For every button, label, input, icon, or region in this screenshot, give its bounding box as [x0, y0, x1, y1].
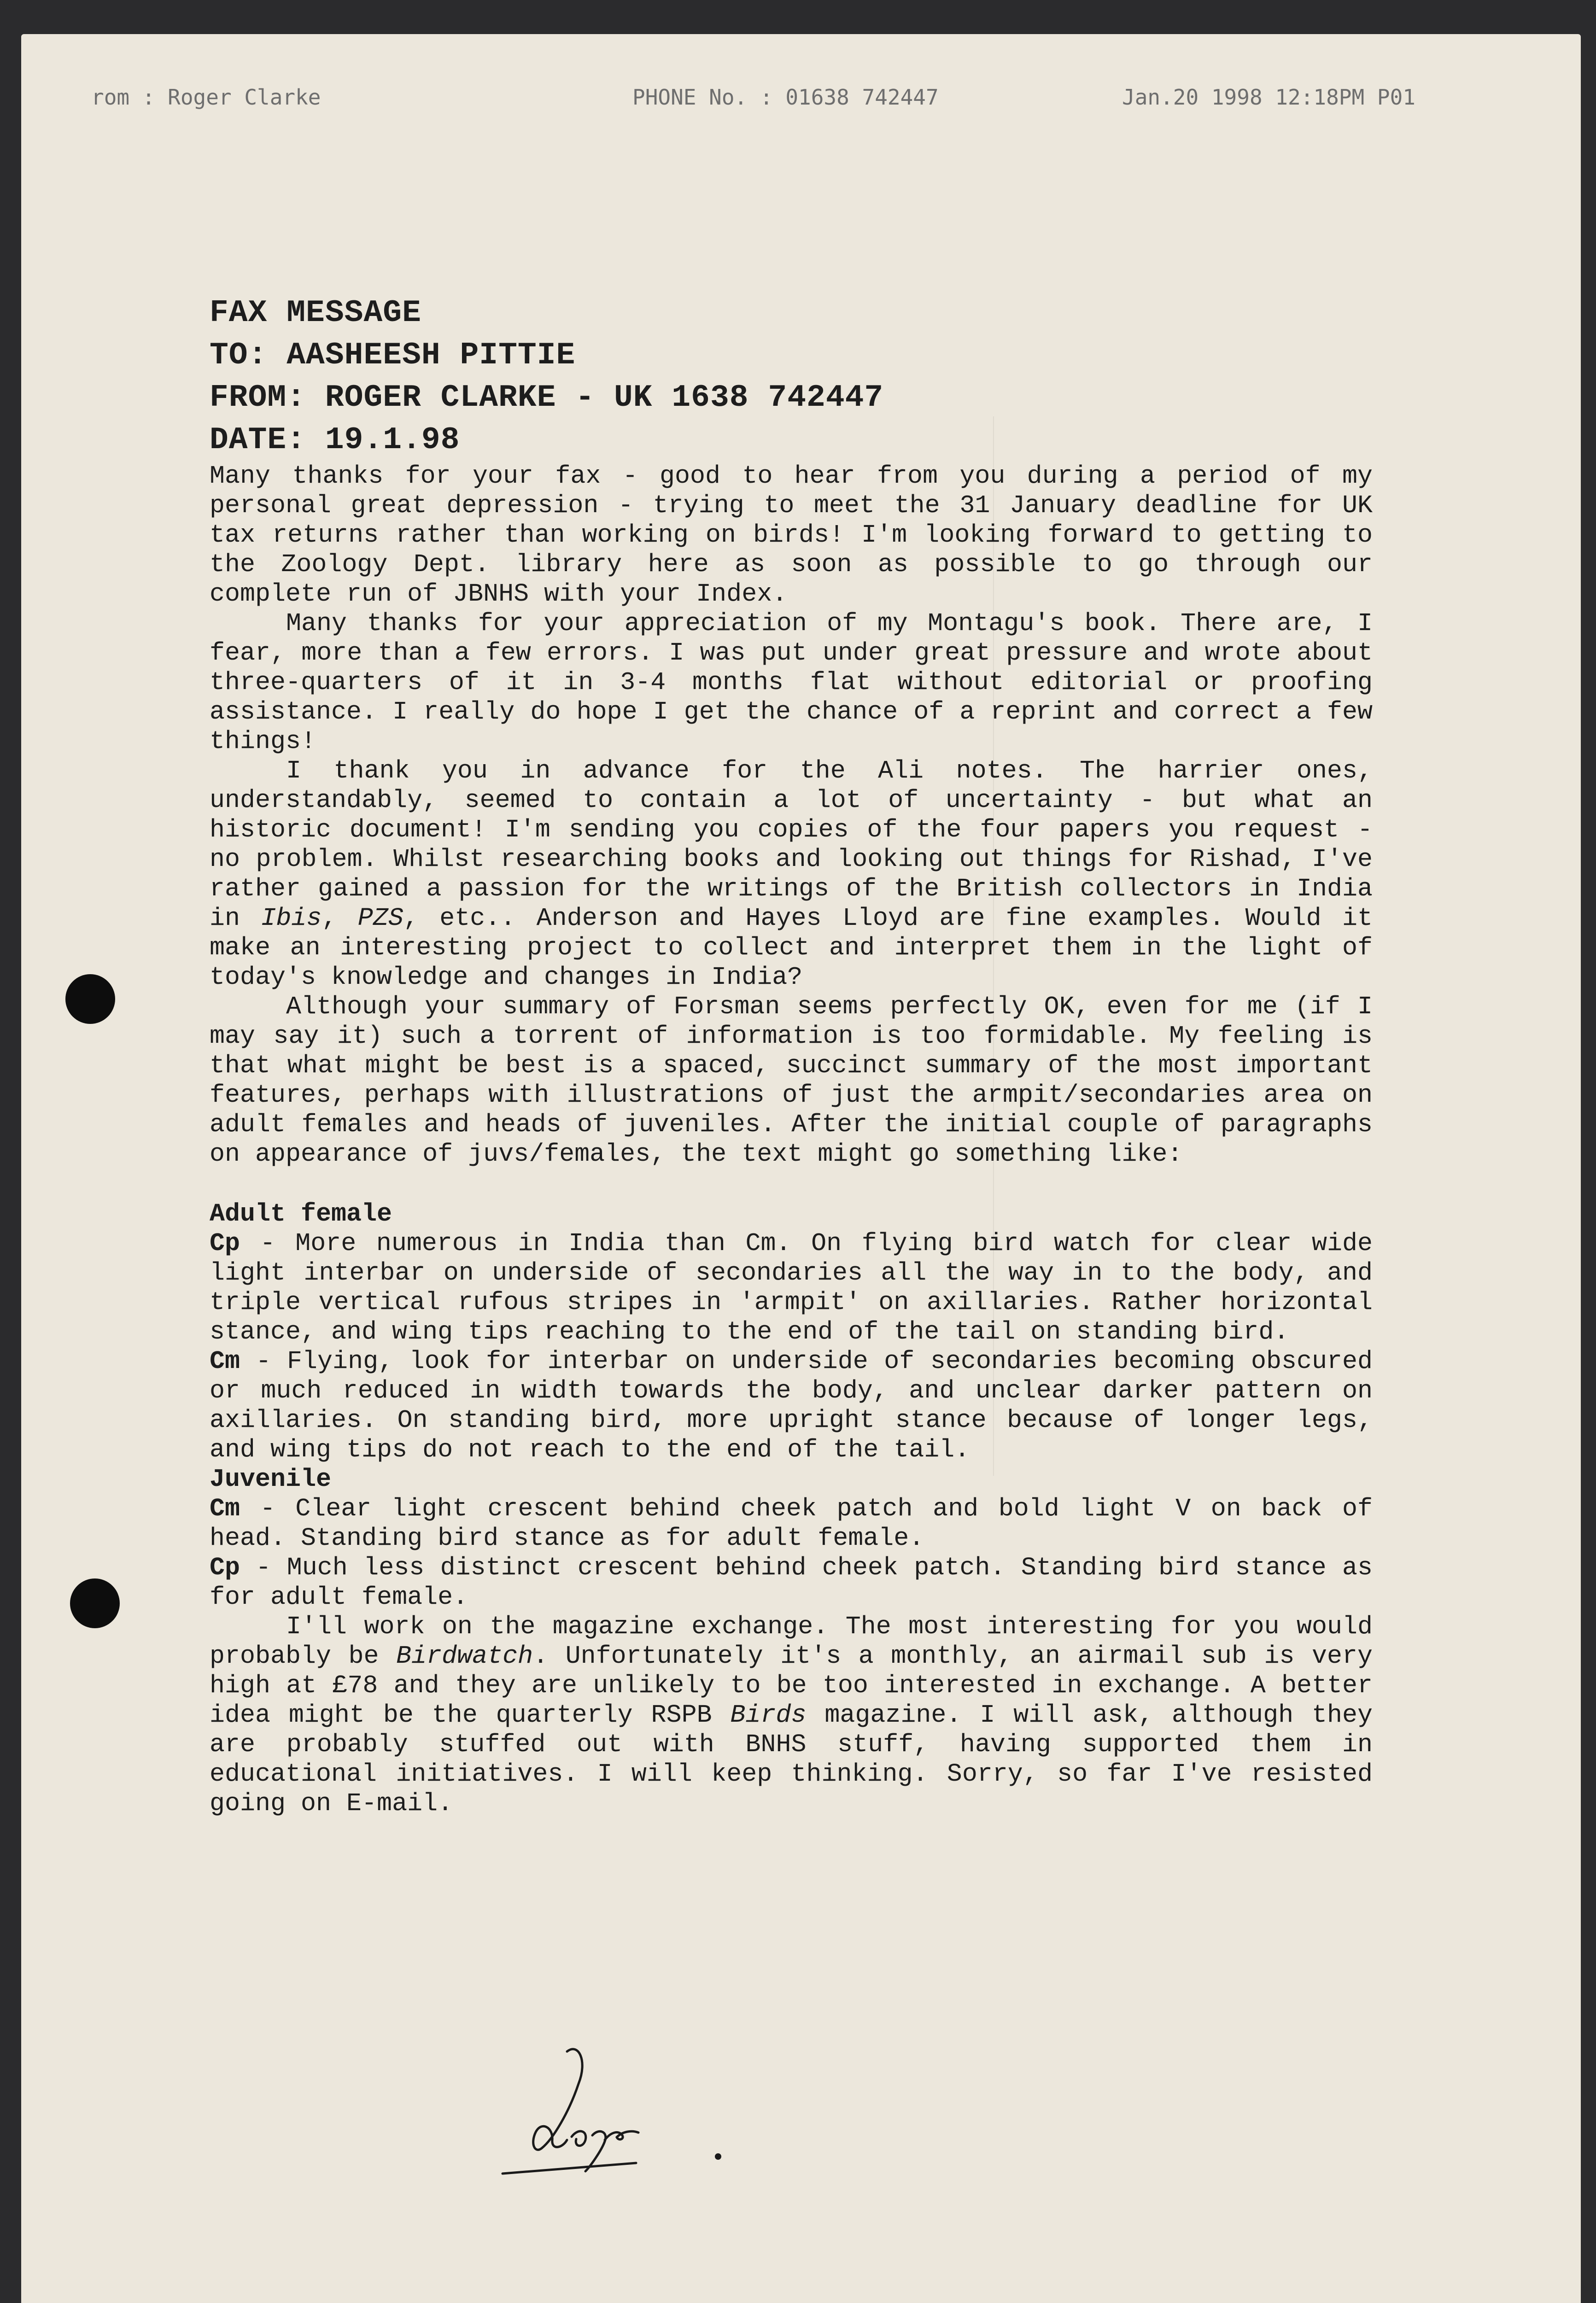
adult-female-heading: Adult female: [210, 1199, 392, 1228]
species-label: Cm: [210, 1347, 240, 1376]
message-date: DATE: 19.1.98: [210, 422, 460, 458]
punch-hole-top: [65, 974, 115, 1024]
fax-transmission-header: [21, 85, 1581, 122]
message-body: [210, 462, 1373, 1818]
juvenile-cp: Cp - Much less distinct crescent behind cheek patch. Standing bird stance as for adult female.: [210, 1553, 1373, 1612]
pzs-journal: PZS: [357, 904, 403, 933]
message-from: FROM: ROGER CLARKE - UK 1638 742447: [210, 380, 884, 415]
adult-female-cm: Cm - Flying, look for interbar on underside of secondaries becoming obscured or much reduced in width towards the body, and unclear darker pattern on axillaries. On standing bird, more upright stance because of longer legs, and wing tips do not reach to the end of the tail.: [210, 1347, 1373, 1464]
juvenile-cm: Cm - Clear light crescent behind cheek patch and bold light V on back of head. Standing bird stance as for adult female.: [210, 1494, 1373, 1553]
adult-female-cp: Cp - More numerous in India than Cm. On flying bird watch for clear wide light interbar on underside of secondaries all the way in to the body, and triple vertical rufous stripes in 'armpit' on axillaries. Rather horizontal stance, and wing tips reaching to the end of the tail on standing bird.: [210, 1229, 1373, 1346]
birds-magazine: Birds: [730, 1701, 807, 1730]
birdwatch-magazine: Birdwatch: [396, 1642, 533, 1671]
spacer: [210, 1169, 1373, 1199]
ibis-journal: Ibis: [261, 904, 322, 933]
fax-date-time: Jan.20 1998 12:18PM P01: [1122, 85, 1415, 110]
species-label: Cp: [210, 1229, 240, 1258]
paragraph-4: Although your summary of Forsman seems perfectly OK, even for me (if I may say it) such a torrent of information is too formidable. My feeling is that what might be best is a spaced, succinct summary of the most important features, perhaps with illustrations of just the armpit/secondaries area on adult females and heads of juveniles. After the initial couple of paragraphs on appearance of juvs/females, the text might go something like:: [210, 992, 1373, 1169]
fax-page: [21, 34, 1581, 2303]
letter-content: [210, 292, 1373, 1818]
paragraph-1: Many thanks for your fax - good to hear from you during a period of my personal great depression - trying to meet the 31 January deadline for UK tax returns rather than working on birds! I'm looking forward to getting to the Zoology Dept. library here as soon as possible to go through our complete run of JBNHS with your Index.: [210, 462, 1373, 608]
paragraph-3: I thank you in advance for the Ali notes. The harrier ones, understandably, seemed to contain a lot of uncertainty - but what an historic document! I'm sending you copies of the four papers you request - no problem. Whilst researching books and looking out things for Rishad, I've rather gained a passion for the writings of the British collectors in India in Ibis, PZS, etc.. Anderson and Hayes Lloyd are fine examples. Would it make an interesting project to collect and interpret them in the light of today's knowledge and changes in India?: [210, 756, 1373, 992]
species-label: Cm: [210, 1494, 240, 1523]
punch-hole-bottom: [70, 1578, 120, 1628]
fax-phone: PHONE No. : 01638 742447: [632, 85, 939, 110]
fax-sender: rom : Roger Clarke: [91, 85, 321, 110]
paragraph-5: I'll work on the magazine exchange. The most interesting for you would probably be Birdwatch. Unfortunately it's a monthly, an airmail sub is very high at £78 and they are unlikely to be too interested in exchange. A better idea might be the quarterly RSPB Birds magazine. I will ask, although they are probably stuffed out with BNHS stuff, having supported them in educational initiatives. I will keep thinking. Sorry, so far I've resisted going on E-mail.: [210, 1612, 1373, 1818]
message-to: TO: AASHEESH PITTIE: [210, 338, 576, 373]
juvenile-heading: Juvenile: [210, 1465, 332, 1494]
species-label: Cp: [210, 1553, 240, 1582]
message-title: FAX MESSAGE: [210, 295, 421, 331]
paragraph-2: Many thanks for your appreciation of my Montagu's book. There are, I fear, more than a few errors. I was put under great pressure and wrote about three-quarters of it in 3-4 months flat without editorial or proofing assistance. I really do hope I get the chance of a reprint and correct a few things!: [210, 609, 1373, 756]
handwritten-signature: [498, 2033, 737, 2180]
